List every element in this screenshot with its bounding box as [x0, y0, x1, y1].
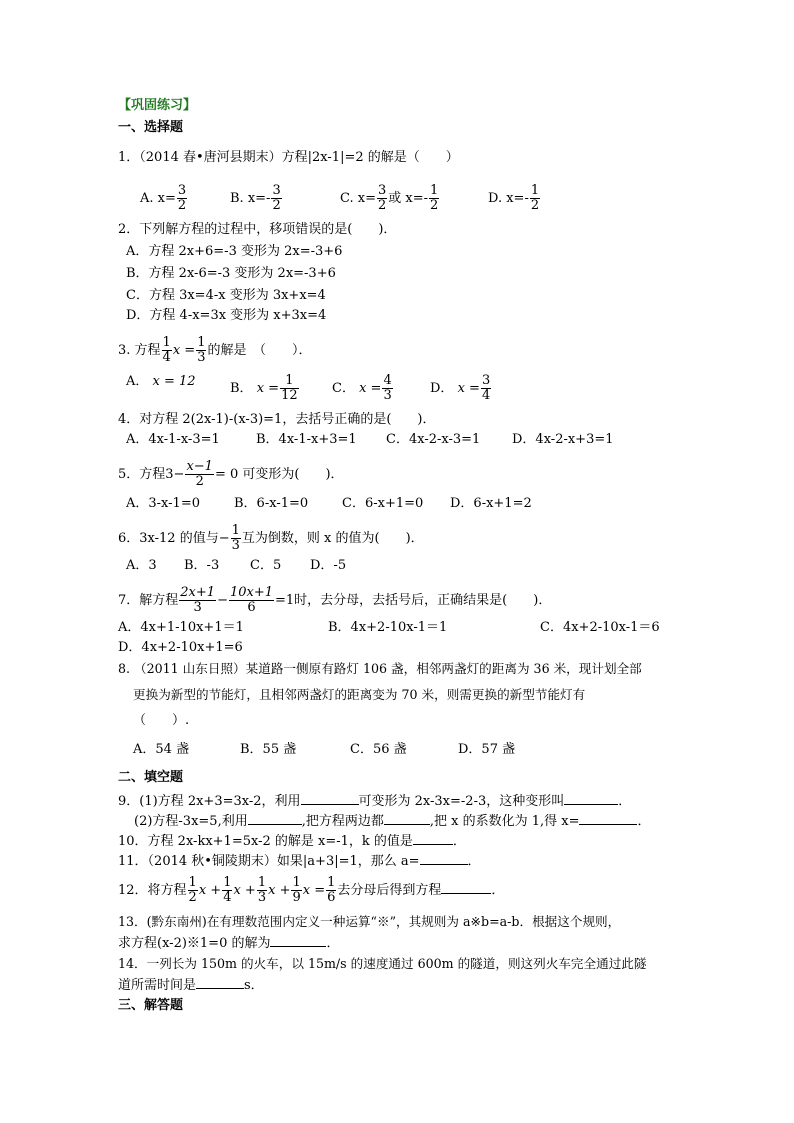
q4-stem: 4．对方程 2(2x-1)-(x-3)=1，去括号正确的是( )．	[118, 412, 436, 427]
q5-option-b: B．6-x-1=0	[234, 496, 309, 511]
q5-option-c: C．6-x+1=0	[342, 496, 424, 511]
q6-stem: 6．3x-12 的值与− $\frac{1}{3}$ 互为倒数，则 x 的值为( )．	[118, 523, 424, 553]
section-multiple-choice: 一、选择题	[118, 120, 184, 135]
q7-stem: 7．解方程 $\frac{2x+1}{3}$ − $\frac{10x+1}{6}$ =1时，去分母，去括号后，正确结果是( )．	[118, 585, 552, 615]
q9-blank-5[interactable]	[579, 812, 637, 825]
q2-option-c: C．方程 3x=4-x 变形为 3x+x=4	[126, 288, 326, 303]
q11: 11．（2014 秋•铜陵期末）如果|a+3|=1，那么 a= ．	[118, 854, 481, 869]
q3-option-d: D． x = $\frac{3}{4}$	[430, 373, 491, 403]
q2-option-d: D．方程 4-x=3x 变形为 x+3x=4	[126, 308, 327, 323]
q8-option-a: A．54 盏	[133, 742, 190, 757]
q2-stem: 2．下列解方程的过程中，移项错误的是( )．	[118, 222, 397, 237]
q8-option-c: C．56 盏	[350, 742, 407, 757]
q8-line2: 更换为新型的节能灯，且相邻两盏灯的距离变为 70 米，则需更换的新型节能灯有	[133, 687, 586, 702]
q14-line2: 道所需时间是 s．	[118, 978, 264, 993]
q4-option-a: A．4x-1-x-3=1	[126, 432, 220, 447]
q1-option-b: B. x=- $\frac{3}{2}$	[230, 183, 281, 213]
q10-blank[interactable]	[413, 832, 453, 845]
q6-option-a: A．3	[126, 558, 157, 573]
q4-option-c: C．4x-2-x-3=1	[386, 432, 481, 447]
q13-blank[interactable]	[270, 934, 326, 947]
q3-option-a: A． x = 12	[126, 374, 196, 389]
q3-option-c: C． x = $\frac{4}{3}$	[332, 373, 392, 403]
q11-blank[interactable]	[420, 852, 468, 865]
q12-blank[interactable]	[441, 881, 491, 894]
q8-option-d: D．57 盏	[458, 742, 516, 757]
q1-stem: 1．（2014 春•唐河县期末）方程|2x-1|=2 的解是（ ）	[118, 150, 459, 165]
section-fill-in: 二、填空题	[118, 770, 184, 785]
q5-option-d: D．6-x+1=2	[450, 496, 532, 511]
q9-line1: 9．(1)方程 2x+3=3x-2，利用 可变形为 2x-3x=-2-3，这种变形叫 ．	[118, 794, 632, 809]
section-solutions: 三、解答题	[118, 998, 184, 1013]
q1-option-a: A. x= $\frac{3}{2}$	[140, 183, 187, 213]
q5-stem: 5．方程3− $\frac{x-1}{2}$ = 0 可变形为( )．	[118, 459, 344, 489]
q2-option-b: B．方程 2x-6=-3 变形为 2x=-3+6	[126, 266, 336, 281]
q7-option-c: C．4x+2-10x-1＝6	[540, 620, 660, 635]
q8-line1: 8. （2011 山东日照）某道路一侧原有路灯 106 盏，相邻两盏灯的距离为 36 米，现计划全部	[118, 661, 642, 676]
q1-option-d: D. x=- $\frac{1}{2}$	[488, 183, 540, 213]
q9-line2: (2)方程-3x=5,利用 ,把方程两边都 ,把 x 的系数化为 1,得 x= ．	[134, 814, 651, 829]
q4-option-d: D．4x-2-x+3=1	[512, 432, 614, 447]
q8-line3: （ ）.	[133, 713, 190, 728]
q3-stem: 3. 方程 $\frac{1}{4}$ x = $\frac{1}{3}$ 的解是 （ ）．	[118, 335, 312, 365]
exercise-heading: 【巩固练习】	[118, 98, 197, 113]
q1-option-c: C. x= $\frac{3}{2}$ 或 x=- $\frac{1}{2}$	[340, 183, 439, 213]
q13-line2: 求方程(x-2)※1=0 的解为 ．	[118, 936, 340, 951]
q5-option-a: A．3-x-1=0	[126, 496, 200, 511]
q9-blank-4[interactable]	[384, 812, 430, 825]
q9-blank-2[interactable]	[564, 792, 618, 805]
q14-blank[interactable]	[196, 976, 244, 989]
q10: 10．方程 2x-kx+1=5x-2 的解是 x=-1，k 的值是 ．	[118, 834, 466, 849]
q14-line1: 14．一列长为 150m 的火车，以 15m/s 的速度通过 600m 的隧道，则这列火车完全通过此隧	[118, 956, 647, 971]
q8-option-b: B．55 盏	[240, 742, 297, 757]
q2-option-a: A．方程 2x+6=-3 变形为 2x=-3+6	[126, 244, 343, 259]
q6-option-d: D．-5	[310, 558, 347, 573]
q9-blank-1[interactable]	[301, 792, 359, 805]
q7-option-b: B．4x+2-10x-1＝1	[328, 620, 448, 635]
q9-blank-3[interactable]	[248, 812, 302, 825]
q12: 12．将方程 $\frac{1}{2}$ x + $\frac{1}{4}$ x + $\frac{1}{3}$ x + $\frac{1}{9}$ x = $\frac{1}{6}$ 去分母后得到方程 ．	[118, 875, 505, 905]
q7-option-a: A．4x+1-10x+1＝1	[118, 620, 244, 635]
q13-line1: 13．(黔东南州)在有理数范围内定义一种运算“※”，其规则为 a※b=a-b．根据这个规则，	[118, 914, 621, 929]
q3-option-b: B． x = $\frac{1}{12}$	[230, 373, 298, 403]
q7-option-d: D．4x+2-10x+1=6	[118, 640, 243, 655]
q6-option-b: B．-3	[184, 558, 220, 573]
q4-option-b: B．4x-1-x+3=1	[256, 432, 357, 447]
q6-option-c: C．5	[250, 558, 282, 573]
